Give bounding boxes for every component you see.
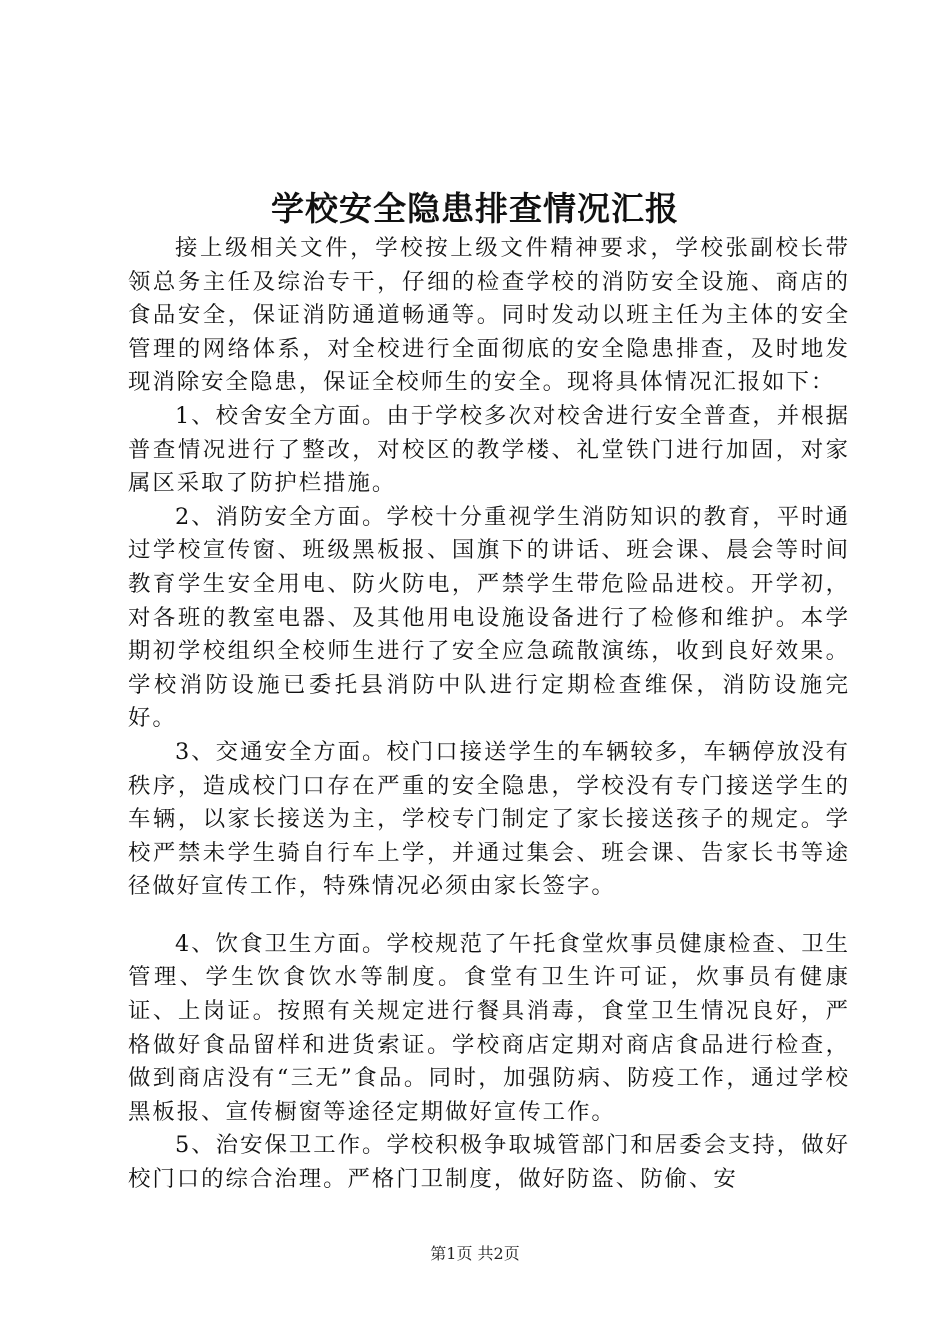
paragraph-intro: 接上级相关文件，学校按上级文件精神要求，学校张副校长带领总务主任及综治专干，仔细的检查学校的消防安全设施、商店的食品安全，保证消防通道畅通等。同时发动以班主任为主体的安全管理的网络体系，对全校进行全面彻底的安全隐患排查，及时地发现消除安全隐患，保证全校师生的安全。现将具体情况汇报如下：	[128, 235, 850, 396]
paragraph-security: 5、治安保卫工作。学校积极争取城管部门和居委会支持，做好校门口的综合治理。严格门卫制度，做好防盗、防偷、安	[128, 1132, 850, 1193]
document-body	[128, 232, 850, 1197]
document-title: 学校安全隐患排查情况汇报	[271, 189, 679, 228]
paragraph-traffic-safety: 3、交通安全方面。校门口接送学生的车辆较多，车辆停放没有秩序，造成校门口存在严重的安全隐患，学校没有专门接送学生的车辆，以家长接送为主，学校专门制定了家长接送孩子的规定。学校严禁未学生骑自行车上学，并通过集会、班会课、告家长书等途径做好宣传工作，特殊情况必须由家长签字。	[128, 738, 850, 900]
paragraph-building-safety: 1、校舍安全方面。由于学校多次对校舍进行安全普查，并根据普查情况进行了整改，对校区的教学楼、礼堂铁门进行加固，对家属区采取了防护栏措施。	[128, 402, 850, 497]
page-number-footer: 第1页 共2页	[430, 1244, 520, 1263]
paragraph-food-hygiene: 4、饮食卫生方面。学校规范了午托食堂炊事员健康检查、卫生管理、学生饮食饮水等制度。食堂有卫生许可证，炊事员有健康证、上岗证。按照有关规定进行餐具消毒，食堂卫生情况良好，严格做好食品留样和进货索证。学校商店定期对商店食品进行检查，做到商店没有“三无”食品。同时，加强防病、防疫工作，通过学校黑板报、宣传橱窗等途径定期做好宣传工作。	[128, 930, 850, 1125]
paragraph-fire-safety: 2、消防安全方面。学校十分重视学生消防知识的教育，平时通过学校宣传窗、班级黑板报、国旗下的讲话、班会课、晨会等时间教育学生安全用电、防火防电，严禁学生带危险品进校。开学初，对各班的教室电器、及其他用电设施设备进行了检修和维护。本学期初学校组织全校师生进行了安全应急疏散演练，收到良好效果。学校消防设施已委托县消防中队进行定期检查维保，消防设施完好。	[128, 503, 850, 732]
